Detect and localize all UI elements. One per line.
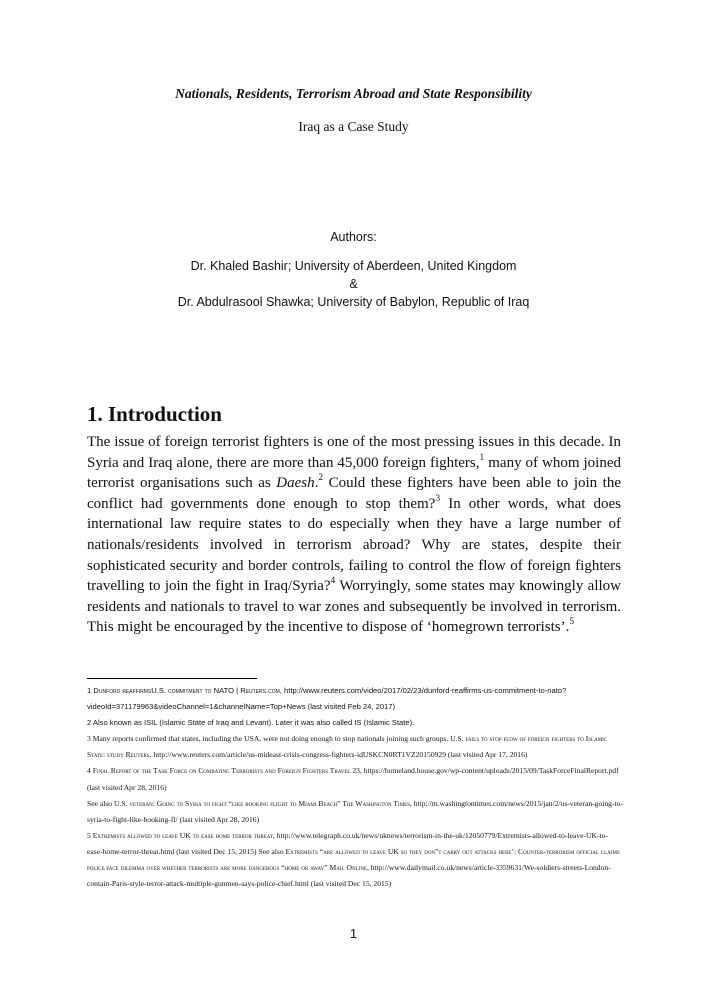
footnote-5: 5 Extremists allowed to leave UK to ease home terror threat, http://www.telegraph.co.uk/news/uknews/terrorism-in-the-uk/12050779/Extremists-allowed-to-leave-UK-to-ease-home-terror-threat.html (last visited Dec 15, 2015) See also Extremists “are allowed to leave UK so they don”t carry out attacks here’: Counter-terrorism official claims police face dilemma over whether terrorists are more dangerous “home or away” Mail Online, http://www.dailymail.co.uk/news/article-3359631/We-soldiers-streets-London-contain-Paris-style-terror-attack-multiple-gunmen-says-police-chief.html (last visited Dec 15, 2015) (87, 830, 620, 889)
paper-title: Nationals, Residents, Terrorism Abroad and State Responsibility (175, 86, 532, 101)
body-paragraph: The issue of foreign terrorist fighters is one of the most pressing issues in this decade. In Syria and Iraq alone, there are more than 45,000 foreign fighters,$^1$ many of whom joined terrorist organisations such as Daesh.$^2$ Could these fighters have been able to join the conflict had governments done enough to stop them?$^3$ In other words, what does international law require states to do especially when they have a large number of nationals/residents involved in terrorism abroad? Why are states, despite their sophisticated security and border controls, failing to control the flow of foreign fighters travelling to join the fight in Iraq/Syria?$^4$ Worryingly, some states may knowingly allow residents and nationals to travel to war zones and subsequently be involved in terrorism. This might be encouraged by the incentive to dispose of ‘homegrown terrorists’.$^5$ (87, 434, 622, 636)
paper-subtitle: Iraq as a Case Study (298, 119, 409, 134)
footnote-ref-5[interactable]: 5 (569, 617, 575, 628)
author-1: Dr. Khaled Bashir; University of Aberdeen, United Kingdom (190, 259, 517, 273)
page-number: 1 (349, 926, 358, 941)
footnote-ref-2[interactable]: 2 (318, 473, 324, 484)
footnote-ref-3[interactable]: 3 (435, 493, 441, 504)
footnote-ref-1[interactable]: 1 (479, 452, 485, 463)
author-separator: & (349, 277, 358, 291)
footnote-4-see-also: See also U.S. veteran: Going to Syria to fight “like booking flight to Miami Beach” The Washington Times, http://m.washingtontimes.com/news/2015/jan/2/us-veteran-going-to-syria-to-fight-like-booking-fl/ (last visited Apr 28, 2016) (87, 798, 623, 824)
authors-label: Authors: (330, 230, 377, 244)
footnote-4: 4 Final Report of the Task Force on Combating Terrorists and Foreign Fighters Travel 23, https://homeland.house.gov/wp-content/uploads/2015/09/TaskForceFinalReport.pdf (last visited Apr 28, 2016) (87, 766, 619, 792)
footnote-divider (87, 678, 257, 679)
footnotes (87, 683, 623, 892)
footnote-3: 3 Many reports confirmed that states, including the USA, were not doing enough to stop nationals joining such groups. U.S. fails to stop flow of foreign fighters to Islamic State: study Reuters, http://www.reuters.com/article/us-mideast-crisis-congress-fighters-idUSKCN0RT1VZ20150929 (last visited Apr 17, 2016) (87, 734, 608, 760)
footnote-1: 1 Dunford reaffirmsU.S. commitment to NATO | Reuters.com, http://www.reuters.com/video/2017/02/23/dunford-reaffirms-us-commitment-to-nato?videoId=371179963&videoChannel=1&channelName=Top+News (last visited Feb 24, 2017) (87, 686, 567, 712)
footnote-ref-4[interactable]: 4 (330, 576, 336, 587)
daesh-term: Daesh (276, 475, 315, 492)
footnote-2: 2 Also known as ISIL (Islamic State of Iraq and Levant). Later it was also called IS (Islamic State). (87, 718, 415, 728)
author-2: Dr. Abdulrasool Shawka; University of Babylon, Republic of Iraq (177, 295, 530, 309)
section-heading: 1. Introduction (87, 402, 222, 426)
